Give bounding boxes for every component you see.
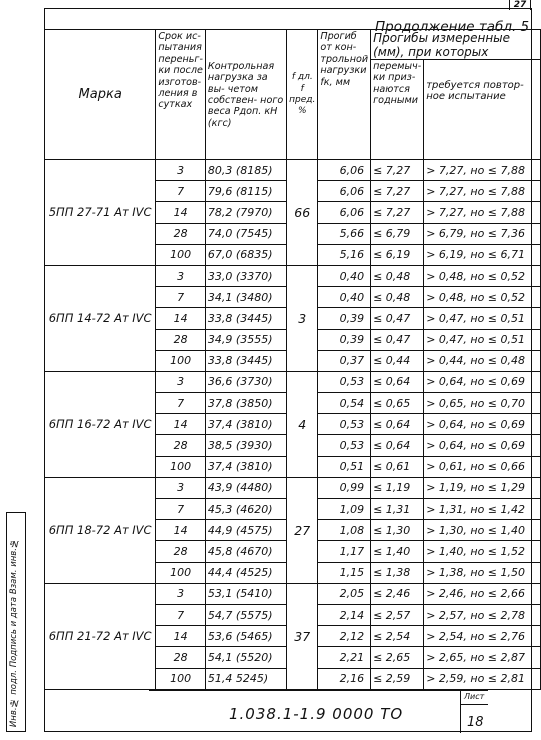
cell-retest: > 0,65, но ≤ 0,70 <box>424 393 541 414</box>
cell-load: 37,4 (3810) <box>205 414 286 435</box>
cell-retest: > 2,54, но ≤ 2,76 <box>424 626 541 647</box>
cell-term: 3 <box>156 477 206 498</box>
cell-term: 14 <box>156 202 206 223</box>
cell-retest: > 0,47, но ≤ 0,51 <box>424 329 541 350</box>
cell-accepted: ≤ 0,47 <box>371 329 424 350</box>
cell-deflection: 0,40 <box>318 265 371 286</box>
cell-accepted: ≤ 6,79 <box>371 223 424 244</box>
cell-brand: 6ПП 18-72 Ат IVС <box>45 477 156 583</box>
cell-term: 3 <box>156 371 206 392</box>
cell-ratio: 66 <box>287 160 318 266</box>
cell-brand: 6ПП 16-72 Ат IVС <box>45 371 156 477</box>
title-block <box>149 690 488 732</box>
cell-deflection: 6,06 <box>318 202 371 223</box>
cell-retest: > 0,64, но ≤ 0,69 <box>424 435 541 456</box>
cell-term: 7 <box>156 604 206 625</box>
cell-retest: > 0,48, но ≤ 0,52 <box>424 287 541 308</box>
cell-deflection: 0,99 <box>318 477 371 498</box>
cell-load: 54,1 (5520) <box>205 647 286 668</box>
cell-retest: > 0,61, но ≤ 0,66 <box>424 456 541 477</box>
cell-deflection: 1,15 <box>318 562 371 583</box>
cell-accepted: ≤ 7,27 <box>371 181 424 202</box>
cell-load: 34,1 (3480) <box>205 287 286 308</box>
cell-load: 43,9 (4480) <box>205 477 286 498</box>
cell-load: 51,4 5245) <box>205 668 286 689</box>
header-deflection-group: Прогибы измеренные (мм), при которых <box>371 30 541 60</box>
table-continuation-title: Продолжение табл. 5 <box>375 19 530 35</box>
cell-retest: > 2,46, но ≤ 2,66 <box>424 583 541 604</box>
sheet-divider <box>461 704 488 705</box>
cell-deflection: 1,17 <box>318 541 371 562</box>
cell-deflection: 2,05 <box>318 583 371 604</box>
cell-accepted: ≤ 0,65 <box>371 393 424 414</box>
cell-term: 7 <box>156 499 206 520</box>
cell-term: 100 <box>156 456 206 477</box>
header-ratio: f дл. f пред. % <box>287 30 318 160</box>
cell-accepted: ≤ 2,65 <box>371 647 424 668</box>
cell-accepted: ≤ 7,27 <box>371 202 424 223</box>
cell-load: 33,8 (3445) <box>205 350 286 371</box>
cell-retest: > 2,65, но ≤ 2,87 <box>424 647 541 668</box>
cell-accepted: ≤ 2,59 <box>371 668 424 689</box>
cell-deflection: 2,12 <box>318 626 371 647</box>
cell-ratio: 27 <box>287 477 318 583</box>
header-retest: требуется повтор- ное испытание <box>424 60 541 160</box>
cell-accepted: ≤ 0,47 <box>371 308 424 329</box>
cell-term: 14 <box>156 520 206 541</box>
cell-deflection: 0,37 <box>318 350 371 371</box>
cell-accepted: ≤ 0,44 <box>371 350 424 371</box>
cell-accepted: ≤ 0,64 <box>371 371 424 392</box>
cell-load: 36,6 (3730) <box>205 371 286 392</box>
table-row <box>45 160 541 181</box>
table-row <box>45 371 541 392</box>
cell-accepted: ≤ 0,64 <box>371 435 424 456</box>
cell-term: 7 <box>156 181 206 202</box>
cell-term: 14 <box>156 414 206 435</box>
cell-accepted: ≤ 0,48 <box>371 287 424 308</box>
cell-load: 54,7 (5575) <box>205 604 286 625</box>
header-accepted: перемыч- ки приз- наются годными <box>371 60 424 160</box>
cell-term: 100 <box>156 562 206 583</box>
document-code: 1.038.1-1.9 0000 ТО <box>229 705 404 723</box>
cell-retest: > 1,19, но ≤ 1,29 <box>424 477 541 498</box>
table-row <box>45 265 541 286</box>
cell-load: 33,8 (3445) <box>205 308 286 329</box>
cell-accepted: ≤ 1,40 <box>371 541 424 562</box>
cell-retest: > 6,19, но ≤ 6,71 <box>424 244 541 265</box>
header-load: Контрольная нагрузка за вы- четом собствен- ного веса Рдоп. кН (кгс) <box>205 30 286 160</box>
header-brand: Марка <box>45 30 156 160</box>
cell-load: 37,4 (3810) <box>205 456 286 477</box>
table-row <box>45 477 541 498</box>
cell-load: 38,5 (3930) <box>205 435 286 456</box>
cell-retest: > 2,59, но ≤ 2,81 <box>424 668 541 689</box>
cell-accepted: ≤ 0,64 <box>371 414 424 435</box>
sheet-number: 18 <box>467 715 484 730</box>
cell-load: 78,2 (7970) <box>205 202 286 223</box>
cell-retest: > 1,31, но ≤ 1,42 <box>424 499 541 520</box>
cell-accepted: ≤ 6,19 <box>371 244 424 265</box>
cell-term: 3 <box>156 583 206 604</box>
side-stamp-text: Инв.№ подл. Подпись и дата Взам. инв.№ <box>9 537 19 727</box>
cell-load: 80,3 (8185) <box>205 160 286 181</box>
cell-term: 3 <box>156 265 206 286</box>
cell-term: 14 <box>156 308 206 329</box>
cell-accepted: ≤ 2,46 <box>371 583 424 604</box>
cell-deflection: 0,53 <box>318 371 371 392</box>
cell-deflection: 6,06 <box>318 181 371 202</box>
cell-deflection: 0,53 <box>318 435 371 456</box>
cell-deflection: 0,53 <box>318 414 371 435</box>
cell-retest: > 0,44, но ≤ 0,48 <box>424 350 541 371</box>
cell-load: 45,3 (4620) <box>205 499 286 520</box>
cell-accepted: ≤ 1,31 <box>371 499 424 520</box>
cell-term: 14 <box>156 626 206 647</box>
cell-deflection: 1,08 <box>318 520 371 541</box>
cell-deflection: 1,09 <box>318 499 371 520</box>
sheet-corner-number: 27 <box>509 0 531 10</box>
cell-term: 100 <box>156 350 206 371</box>
table-row <box>45 583 541 604</box>
cell-term: 100 <box>156 668 206 689</box>
cell-load: 74,0 (7545) <box>205 223 286 244</box>
cell-brand: 6ПП 21-72 Ат IVС <box>45 583 156 689</box>
cell-accepted: ≤ 1,30 <box>371 520 424 541</box>
cell-retest: > 0,64, но ≤ 0,69 <box>424 371 541 392</box>
header-term: Срок ис- пытания переньг- ки после изготов- ления в сутках <box>156 30 206 160</box>
cell-accepted: ≤ 0,61 <box>371 456 424 477</box>
cell-retest: > 6,79, но ≤ 7,36 <box>424 223 541 244</box>
cell-load: 53,1 (5410) <box>205 583 286 604</box>
cell-term: 28 <box>156 435 206 456</box>
cell-accepted: ≤ 0,48 <box>371 265 424 286</box>
cell-accepted: ≤ 2,57 <box>371 604 424 625</box>
cell-load: 79,6 (8115) <box>205 181 286 202</box>
cell-retest: > 7,27, но ≤ 7,88 <box>424 202 541 223</box>
side-stamp <box>6 512 26 732</box>
cell-retest: > 0,48, но ≤ 0,52 <box>424 265 541 286</box>
cell-deflection: 2,14 <box>318 604 371 625</box>
cell-load: 44,4 (4525) <box>205 562 286 583</box>
cell-retest: > 7,27, но ≤ 7,88 <box>424 160 541 181</box>
cell-deflection: 2,21 <box>318 647 371 668</box>
cell-load: 45,8 (4670) <box>205 541 286 562</box>
cell-accepted: ≤ 2,54 <box>371 626 424 647</box>
cell-term: 28 <box>156 329 206 350</box>
cell-ratio: 37 <box>287 583 318 689</box>
cell-brand: 5ПП 27-71 Ат IVС <box>45 160 156 266</box>
cell-accepted: ≤ 1,19 <box>371 477 424 498</box>
cell-load: 67,0 (6835) <box>205 244 286 265</box>
cell-deflection: 5,16 <box>318 244 371 265</box>
cell-accepted: ≤ 1,38 <box>371 562 424 583</box>
cell-deflection: 0,51 <box>318 456 371 477</box>
cell-term: 3 <box>156 160 206 181</box>
deflection-table <box>44 29 541 690</box>
cell-load: 53,6 (5465) <box>205 626 286 647</box>
cell-ratio: 3 <box>287 265 318 371</box>
cell-load: 34,9 (3555) <box>205 329 286 350</box>
cell-accepted: ≤ 7,27 <box>371 160 424 181</box>
cell-load: 44,9 (4575) <box>205 520 286 541</box>
cell-retest: > 1,30, но ≤ 1,40 <box>424 520 541 541</box>
sheet-number-cell <box>460 691 488 733</box>
cell-term: 7 <box>156 393 206 414</box>
cell-deflection: 2,16 <box>318 668 371 689</box>
cell-retest: > 0,64, но ≤ 0,69 <box>424 414 541 435</box>
cell-term: 28 <box>156 223 206 244</box>
header-deflection: Прогиб от кон- трольной нагрузки fк, мм <box>318 30 371 160</box>
cell-brand: 6ПП 14-72 Ат IVС <box>45 265 156 371</box>
cell-retest: > 1,40, но ≤ 1,52 <box>424 541 541 562</box>
cell-deflection: 5,66 <box>318 223 371 244</box>
cell-term: 7 <box>156 287 206 308</box>
cell-deflection: 0,40 <box>318 287 371 308</box>
cell-load: 33,0 (3370) <box>205 265 286 286</box>
sheet-label: Лист <box>464 692 485 701</box>
table-body <box>45 160 541 690</box>
cell-term: 28 <box>156 541 206 562</box>
cell-deflection: 0,39 <box>318 308 371 329</box>
cell-deflection: 6,06 <box>318 160 371 181</box>
cell-retest: > 2,57, но ≤ 2,78 <box>424 604 541 625</box>
cell-load: 37,8 (3850) <box>205 393 286 414</box>
cell-retest: > 7,27, но ≤ 7,88 <box>424 181 541 202</box>
cell-retest: > 1,38, но ≤ 1,50 <box>424 562 541 583</box>
cell-deflection: 0,54 <box>318 393 371 414</box>
cell-term: 100 <box>156 244 206 265</box>
cell-deflection: 0,39 <box>318 329 371 350</box>
cell-term: 28 <box>156 647 206 668</box>
cell-ratio: 4 <box>287 371 318 477</box>
cell-retest: > 0,47, но ≤ 0,51 <box>424 308 541 329</box>
